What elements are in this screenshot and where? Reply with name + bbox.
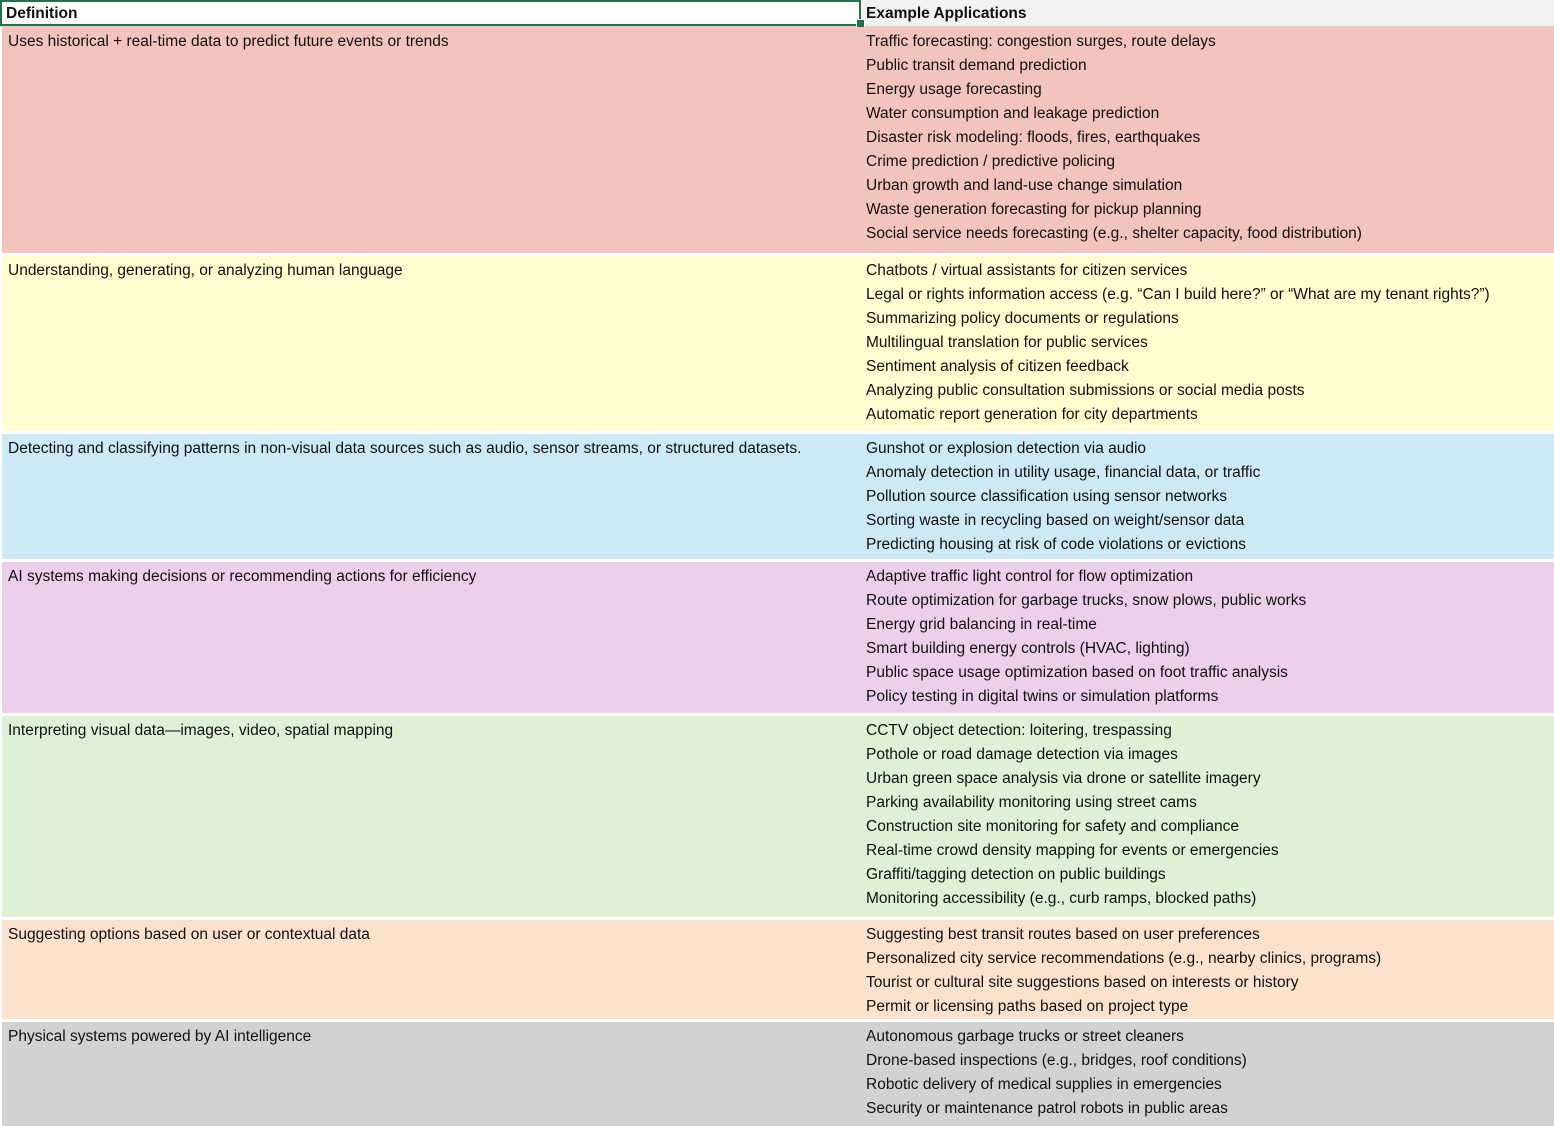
examples-cell[interactable] [861, 434, 1554, 559]
example-item: Crime prediction / predictive policing [866, 153, 1115, 170]
examples-header-label: Example Applications [866, 5, 1027, 22]
example-item: Construction site monitoring for safety and compliance [866, 818, 1240, 835]
example-item: Anomaly detection in utility usage, financial data, or traffic [866, 464, 1261, 481]
category-row-language [0, 256, 1554, 431]
example-item: Energy usage forecasting [866, 81, 1042, 98]
definition-cell[interactable] [0, 1022, 861, 1126]
definition-header-label: Definition [6, 5, 78, 22]
definition-text: Understanding, generating, or analyzing human language [8, 262, 403, 279]
definition-text: Uses historical + real-time data to predict future events or trends [8, 33, 449, 50]
definition-cell[interactable] [0, 920, 861, 1019]
example-item: Multilingual translation for public services [866, 334, 1148, 351]
category-row-pattern-recognition [0, 434, 1554, 559]
example-item: Adaptive traffic light control for flow optimization [866, 568, 1194, 585]
definition-cell[interactable] [0, 434, 861, 559]
category-row-robotics [0, 1022, 1554, 1126]
example-item: Traffic forecasting: congestion surges, route delays [866, 33, 1216, 50]
category-row-computer-vision [0, 716, 1554, 917]
example-item: Pollution source classification using sensor networks [866, 488, 1227, 505]
example-item: Permit or licensing paths based on project type [866, 998, 1189, 1015]
example-item: Social service needs forecasting (e.g., shelter capacity, food distribution) [866, 225, 1362, 242]
example-item: Sentiment analysis of citizen feedback [866, 358, 1129, 375]
example-item: Route optimization for garbage trucks, snow plows, public works [866, 592, 1307, 609]
example-item: Public space usage optimization based on foot traffic analysis [866, 664, 1288, 681]
example-item: Predicting housing at risk of code violations or evictions [866, 536, 1246, 553]
example-item: Chatbots / virtual assistants for citizen services [866, 262, 1188, 279]
example-item: Smart building energy controls (HVAC, lighting) [866, 640, 1190, 657]
example-item: Policy testing in digital twins or simulation platforms [866, 688, 1219, 705]
example-item: CCTV object detection: loitering, trespassing [866, 722, 1172, 739]
example-item: Real-time crowd density mapping for events or emergencies [866, 842, 1279, 859]
example-item: Tourist or cultural site suggestions based on interests or history [866, 974, 1299, 991]
example-item: Analyzing public consultation submissions or social media posts [866, 382, 1305, 399]
example-item: Sorting waste in recycling based on weight/sensor data [866, 512, 1245, 529]
example-item: Autonomous garbage trucks or street cleaners [866, 1028, 1184, 1045]
category-row-recommendation [0, 920, 1554, 1019]
example-item: Robotic delivery of medical supplies in emergencies [866, 1076, 1222, 1093]
examples-cell[interactable] [861, 1022, 1554, 1126]
definition-text: Detecting and classifying patterns in non-visual data sources such as audio, sensor streams, or structured datasets. [8, 440, 802, 457]
category-row-predictive [0, 27, 1554, 253]
example-item: Pothole or road damage detection via images [866, 746, 1178, 763]
examples-cell[interactable] [861, 920, 1554, 1019]
example-item: Urban green space analysis via drone or satellite imagery [866, 770, 1261, 787]
example-item: Monitoring accessibility (e.g., curb ramps, blocked paths) [866, 890, 1257, 907]
category-row-optimization [0, 562, 1554, 713]
definition-text: AI systems making decisions or recommending actions for efficiency [8, 568, 477, 585]
examples-cell[interactable] [861, 562, 1554, 713]
example-item: Waste generation forecasting for pickup planning [866, 201, 1202, 218]
example-item: Legal or rights information access (e.g. “Can I build here?” or “What are my tenant rights?”) [866, 286, 1490, 303]
example-item: Gunshot or explosion detection via audio [866, 440, 1147, 457]
definition-text: Interpreting visual data—images, video, spatial mapping [8, 722, 394, 739]
example-item: Public transit demand prediction [866, 57, 1087, 74]
example-item: Energy grid balancing in real-time [866, 616, 1097, 633]
definition-cell[interactable] [0, 562, 861, 713]
examples-cell[interactable] [861, 256, 1554, 431]
example-item: Suggesting best transit routes based on user preferences [866, 926, 1260, 943]
example-item: Disaster risk modeling: floods, fires, earthquakes [866, 129, 1201, 146]
example-item: Graffiti/tagging detection on public buildings [866, 866, 1166, 883]
example-item: Water consumption and leakage prediction [866, 105, 1160, 122]
examples-cell[interactable] [861, 27, 1554, 253]
example-item: Drone-based inspections (e.g., bridges, roof conditions) [866, 1052, 1247, 1069]
example-item: Personalized city service recommendations (e.g., nearby clinics, programs) [866, 950, 1382, 967]
example-item: Urban growth and land-use change simulation [866, 177, 1183, 194]
definition-cell[interactable] [0, 27, 861, 253]
definition-text: Physical systems powered by AI intelligence [8, 1028, 312, 1045]
definition-text: Suggesting options based on user or contextual data [8, 926, 370, 943]
definition-cell[interactable] [0, 716, 861, 917]
example-item: Parking availability monitoring using street cams [866, 794, 1197, 811]
examples-header-cell[interactable] [861, 0, 1554, 26]
examples-cell[interactable] [861, 716, 1554, 917]
example-item: Summarizing policy documents or regulations [866, 310, 1179, 327]
definition-header-cell[interactable] [0, 0, 861, 26]
header-row [0, 0, 1554, 27]
example-item: Automatic report generation for city departments [866, 406, 1198, 423]
example-item: Security or maintenance patrol robots in public areas [866, 1100, 1228, 1117]
definition-cell[interactable] [0, 256, 861, 431]
